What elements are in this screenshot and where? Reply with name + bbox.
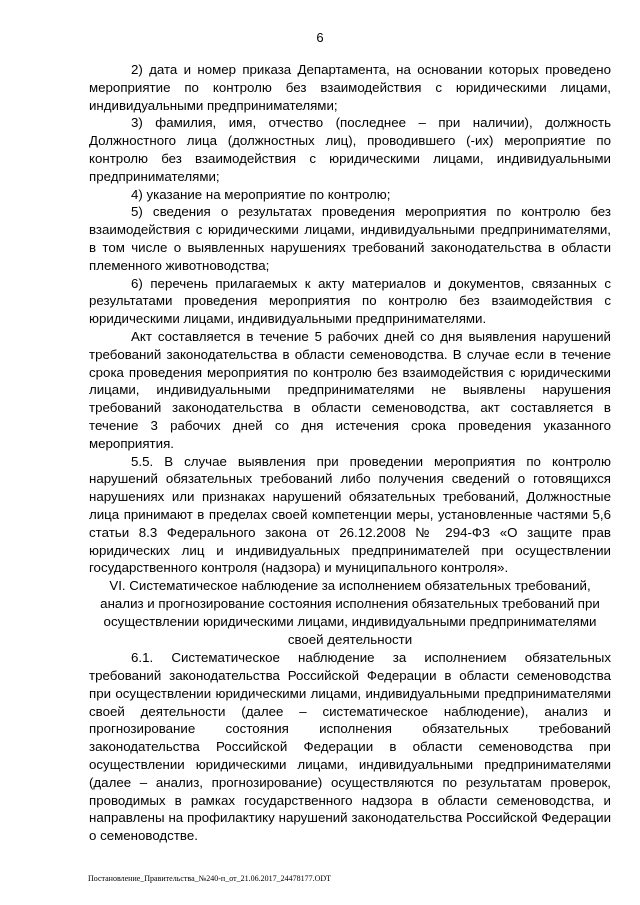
paragraph-item-6: 6) перечень прилагаемых к акту материалов и документов, связанных с результатами проведения мероприятия по контролю без взаимодействия с юридическими лицами, индивидуальными предпринимателями. xyxy=(89,275,611,327)
paragraph-item-5: 5) сведения о результатах проведения мероприятия по контролю без взаимодействия с юридическими лицами, индивидуальными предпринимателями, в том числе о выявленных нарушениях требований законодательства в области племенного животноводства; xyxy=(89,204,611,273)
paragraph-5-5: 5.5. В случае выявления при проведении мероприятия по контролю нарушений обязательных требований либо получения сведений о готовящихся нарушениях или признаках нарушений обязательных требований, Должностные лица принимают в пределах своей компетенции меры, установленные частями 5,6 статьи 8.3 Федерального закона от 26.12.2008 № 294-ФЗ «О защите прав юридических лиц и индивидуальных предпринимателей при осуществлении государственного контроля (надзора) и муниципального контроля». xyxy=(89,453,611,576)
document-body xyxy=(89,61,611,845)
footer-filename: Постановление_Правительства_№240-п_от_21.06.2017_24478177.ODT xyxy=(88,874,332,883)
paragraph-item-4: 4) указание на мероприятие по контролю; xyxy=(131,186,391,202)
section-heading: VI. Систематическое наблюдение за исполнением обязательных требований, анализ и прогнозирование состояния исполнения обязательных требований при осуществлении юридическими лицами, индивидуальными предпринимателями своей деятельности xyxy=(100,578,600,647)
paragraph-6-1: 6.1. Систематическое наблюдение за исполнением обязательных требований законодательства Российской Федерации в области семеноводства при осуществлении юридическими лицами, индивидуальными предпринимателями своей деятельности (далее – систематическое наблюдение), анализ и прогнозирование состояния исполнения обязательных требований законодательства Российской Федерации в области семеноводства при осуществлении юридическими лицами, индивидуальными предпринимателями (далее – анализ, прогнозирование) осуществляются по результатам проверок, проводимых в рамках государственного надзора в области семеноводства, и направлены на профилактику нарушений законодательства Российской Федерации о семеноводстве. xyxy=(89,650,611,844)
paragraph-item-3: 3) фамилия, имя, отчество (последнее – при наличии), должность Должностного лица (должностных лиц), проводившего (-их) мероприятие по контролю без взаимодействия с юридическими лицами, индивидуальными предпринимателями; xyxy=(89,115,611,184)
page-number: 6 xyxy=(316,30,324,45)
paragraph-act-deadline: Акт составляется в течение 5 рабочих дней со дня выявления нарушений требований законодательства в области семеноводства. В случае если в течение срока проведения мероприятия по контролю без взаимодействия с юридическими лицами, индивидуальными предпринимателями не выявлены нарушения требований законодательства в области семеноводства, акт составляется в течение 3 рабочих дней со дня истечения срока проведения указанного мероприятия. xyxy=(89,328,611,451)
paragraph-item-2: 2) дата и номер приказа Департамента, на основании которых проведено мероприятие по контролю без взаимодействия с юридическими лицами, индивидуальными предпринимателями; xyxy=(89,62,611,113)
